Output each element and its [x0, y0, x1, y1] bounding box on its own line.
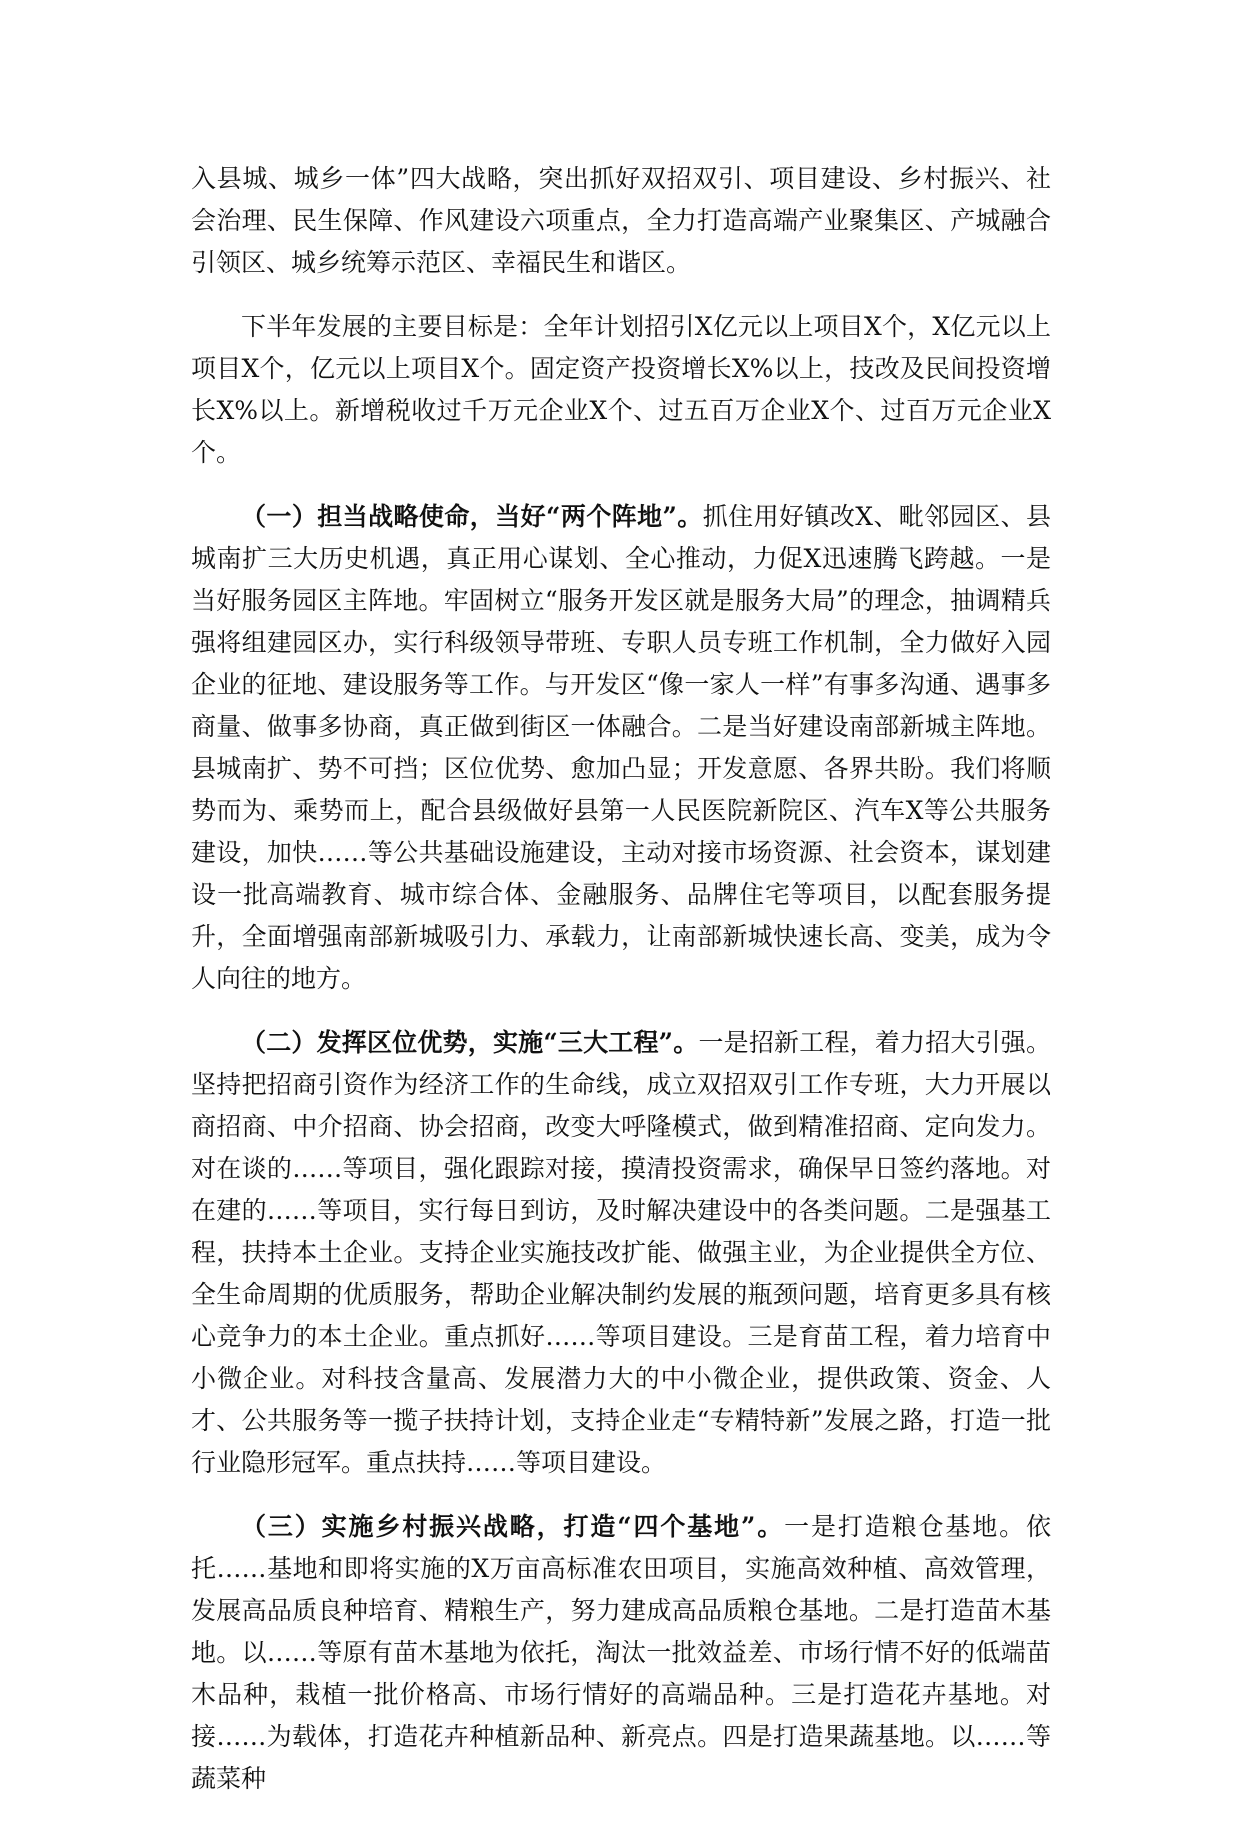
paragraph-goals-text: 下半年发展的主要目标是：全年计划招引X亿元以上项目X个，X亿元以上项目X个，亿元以上项目X个。固定资产投资增长X%以上，技改及民间投资增长X%以上。新增税收过千万元企业X个、过五百万企业X个、过百万元企业X个。	[191, 312, 1051, 467]
section-two-body: 一是招新工程，着力招大引强。坚持把招商引资作为经济工作的生命线，成立双招双引工作专班，大力开展以商招商、中介招商、协会招商，改变大呼隆模式，做到精准招商、定向发力。对在谈的……等项目，强化跟踪对接，摸清投资需求，确保早日签约落地。对在建的……等项目，实行每日到访，及时解决建设中的各类问题。二是强基工程，扶持本土企业。支持企业实施技改扩能、做强主业，为企业提供全方位、全生命周期的优质服务，帮助企业解决制约发展的瓶颈问题，培育更多具有核心竞争力的本土企业。重点抓好……等项目建设。三是育苗工程，着力培育中小微企业。对科技含量高、发展潜力大的中小微企业，提供政策、资金、人才、公共服务等一揽子扶持计划，支持企业走“专精特新”发展之路，打造一批行业隐形冠军。重点扶持……等项目建设。	[191, 1028, 1051, 1477]
paragraph-goals	[191, 306, 1051, 474]
section-three	[191, 1506, 1051, 1800]
section-three-body: 一是打造粮仓基地。依托……基地和即将实施的X万亩高标准农田项目，实施高效种植、高效管理，发展高品质良种培育、精粮生产，努力建成高品质粮仓基地。二是打造苗木基地。以……等原有苗木基地为依托，淘汰一批效益差、市场行情不好的低端苗木品种，栽植一批价格高、市场行情好的高端品种。三是打造花卉基地。对接……为载体，打造花卉种植新品种、新亮点。四是打造果蔬基地。以……等蔬菜种	[191, 1512, 1051, 1793]
document-page	[191, 158, 1051, 1822]
section-one-body: 抓住用好镇改X、毗邻园区、县城南扩三大历史机遇，真正用心谋划、全心推动，力促X迅速腾飞跨越。一是当好服务园区主阵地。牢固树立“服务开发区就是服务大局”的理念，抽调精兵强将组建园区办，实行科级领导带班、专职人员专班工作机制，全力做好入园企业的征地、建设服务等工作。与开发区“像一家人一样”有事多沟通、遇事多商量、做事多协商，真正做到街区一体融合。二是当好建设南部新城主阵地。县城南扩、势不可挡；区位优势、愈加凸显；开发意愿、各界共盼。我们将顺势而为、乘势而上，配合县级做好县第一人民医院新院区、汽车X等公共服务建设，加快……等公共基础设施建设，主动对接市场资源、社会资本，谋划建设一批高端教育、城市综合体、金融服务、品牌住宅等项目，以配套服务提升，全面增强南部新城吸引力、承载力，让南部新城快速长高、变美，成为令人向往的地方。	[191, 502, 1051, 993]
section-one	[191, 496, 1051, 1000]
section-two-heading: （二）发挥区位优势，实施“三大工程”。	[241, 1028, 699, 1057]
paragraph-intro	[191, 158, 1051, 284]
section-one-heading: （一）担当战略使命，当好“两个阵地”。	[241, 502, 703, 531]
section-three-heading: （三）实施乡村振兴战略，打造“四个基地”。	[241, 1512, 785, 1541]
section-two	[191, 1022, 1051, 1484]
paragraph-intro-text: 入县城、城乡一体”四大战略，突出抓好双招双引、项目建设、乡村振兴、社会治理、民生保障、作风建设六项重点，全力打造高端产业聚集区、产城融合引领区、城乡统筹示范区、幸福民生和谐区。	[191, 164, 1051, 277]
